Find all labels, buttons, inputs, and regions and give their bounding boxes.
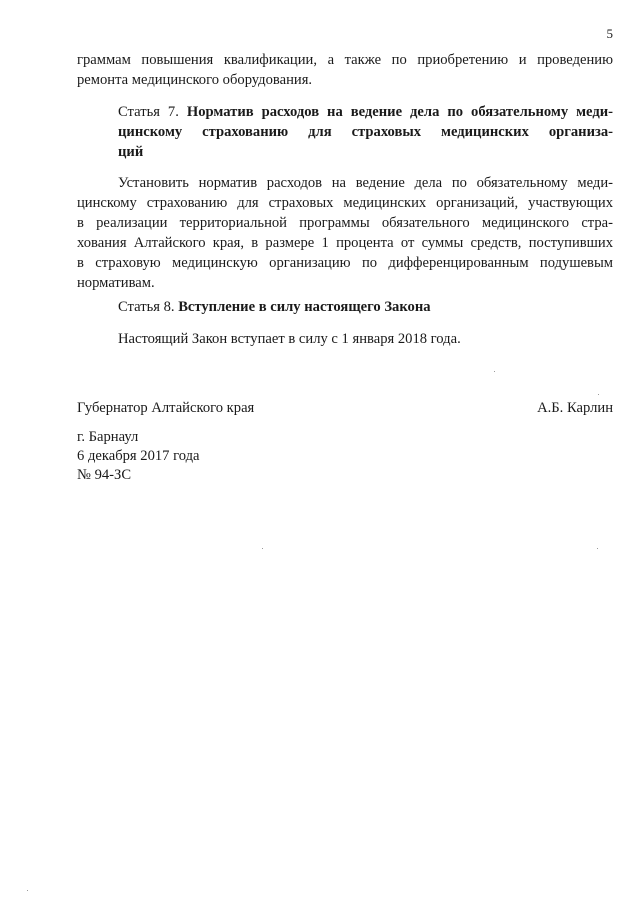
signature-name: А.Б. Карлин [537, 400, 613, 416]
article-8-label: Статья 8. [118, 299, 175, 315]
article-8-heading [118, 297, 613, 317]
article-7-heading [118, 102, 613, 162]
article-7-title: Норматив расходов на ведение дела по обязательному меди- [186, 104, 613, 120]
signing-date: 6 декабря 2017 года [77, 448, 200, 464]
article-7-body [77, 173, 613, 293]
article-7-title-line: ций [118, 144, 144, 160]
article-7-body-line: в страховую медицинскую организацию по дифференцированным подушевым [77, 255, 613, 271]
scan-speck [598, 394, 599, 395]
article-7-body-line: хования Алтайского края, в размере 1 процента от суммы средств, поступивших [77, 235, 613, 251]
intro-line: граммам повышения квалификации, а также по приобретению и проведению [77, 52, 613, 68]
intro-line: ремонта медицинского оборудования. [77, 72, 313, 88]
law-number: № 94-ЗС [77, 467, 132, 483]
scan-speck [27, 890, 28, 891]
article-8-body: Настоящий Закон вступает в силу с 1 января 2018 года. [118, 331, 461, 347]
signature-position: Губернатор Алтайского края [77, 400, 255, 416]
scan-speck [262, 548, 263, 549]
scan-speck [597, 548, 598, 549]
article-7-body-line: Установить норматив расходов на ведение дела по обязательному меди- [118, 175, 613, 191]
article-7-body-line: в реализации территориальной программы обязательного медицинского стра- [77, 215, 613, 231]
intro-paragraph [77, 50, 613, 90]
article-7-title-line: цинскому страхованию для страховых медицинских организа- [118, 124, 613, 140]
article-7-body-line: нормативам. [77, 275, 155, 291]
page-number: 5 [606, 26, 613, 41]
article-7-title-line [118, 102, 613, 122]
city: г. Барнаул [77, 429, 139, 445]
article-7-label: Статья 7. [118, 104, 179, 120]
article-8-title: Вступление в силу настоящего Закона [178, 299, 431, 315]
scan-speck [494, 371, 495, 372]
place-date-block [77, 428, 200, 485]
article-7-body-line: цинскому страхованию для страховых медицинских организаций, участвующих [77, 195, 613, 211]
